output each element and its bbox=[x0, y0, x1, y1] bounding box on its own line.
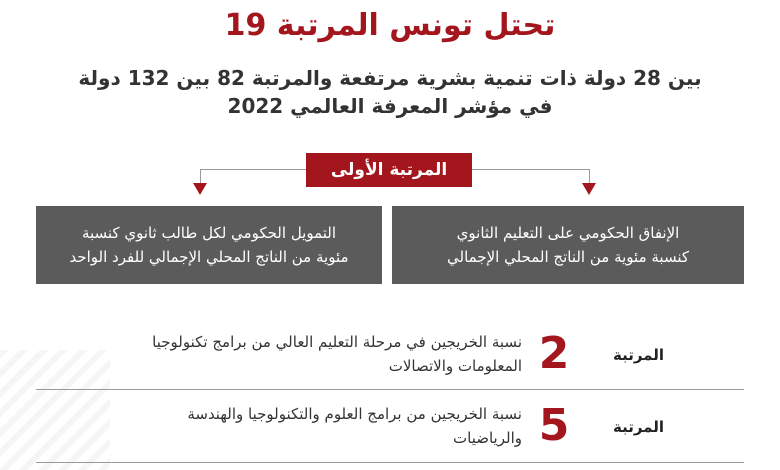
arrow-down-icon bbox=[193, 183, 207, 195]
subtitle-line-2: في مؤشر المعرفة العالمي 2022 bbox=[227, 94, 553, 118]
rank-number: 2 bbox=[538, 328, 570, 379]
first-rank-card-right bbox=[392, 206, 744, 284]
ranking-row bbox=[36, 324, 744, 390]
rank-description-line-1: نسبة الخريجين في مرحلة التعليم العالي من برامج تكنولوجيا bbox=[152, 333, 522, 351]
rank-description bbox=[52, 330, 522, 378]
subtitle-line-1: بين 28 دولة ذات تنمية بشرية مرتفعة والمرتبة 82 بين 132 دولة bbox=[78, 66, 702, 90]
first-rank-card-left bbox=[36, 206, 382, 284]
rank-label: المرتبة bbox=[612, 346, 664, 364]
card-line-2: كنسبة مئوية من الناتج المحلي الإجمالي bbox=[447, 248, 689, 266]
page-subtitle bbox=[0, 64, 780, 120]
rank-label: المرتبة bbox=[612, 418, 664, 436]
card-line-2: مئوية من الناتج المحلي الإجمالي للفرد الواحد bbox=[69, 248, 349, 266]
row-divider bbox=[36, 389, 744, 390]
rank-description-line-2: المعلومات والاتصالات bbox=[388, 357, 522, 375]
rank-description-line-1: نسبة الخريجين من برامج العلوم والتكنولوجيا والهندسة bbox=[187, 405, 522, 423]
rank-number: 5 bbox=[538, 400, 570, 451]
card-line-1: الإنفاق الحكومي على التعليم الثانوي bbox=[456, 224, 680, 242]
row-divider bbox=[36, 462, 744, 463]
rank-description-line-2: والرياضيات bbox=[453, 429, 522, 447]
ranking-row bbox=[36, 396, 744, 462]
rank-description bbox=[52, 402, 522, 450]
arrow-down-icon bbox=[582, 183, 596, 195]
first-rank-badge: المرتبة الأولى bbox=[306, 153, 472, 187]
card-line-1: التمويل الحكومي لكل طالب ثانوي كنسبة bbox=[81, 224, 337, 242]
page-title: تحتل تونس المرتبة 19 bbox=[224, 8, 556, 43]
